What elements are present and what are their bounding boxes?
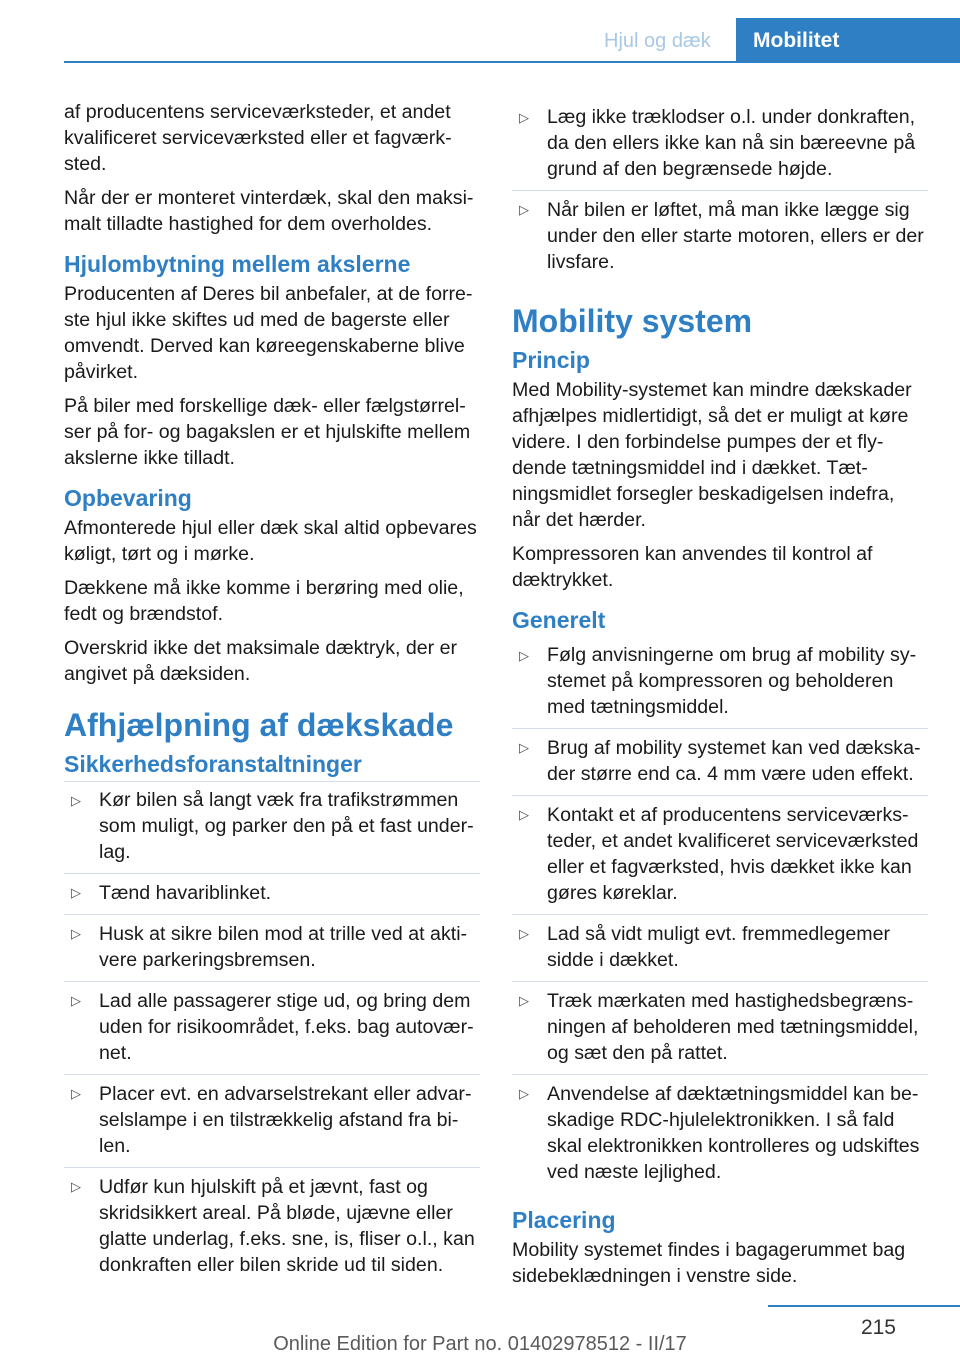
safety-list [64,781,480,1286]
list-item [512,99,928,190]
list-item-text: Tænd havariblinket. [99,882,272,904]
paragraph: Med Mobility-systemet kan mindre dækskader afhjælpes midlertidigt, så det er muligt at køre videre. I den forbindelse pumpes der et flydende tætningsmiddel ind i dækket. Tætningsmidlet forsegler beskadigelsen indefra, når det hærder. [512,379,912,531]
list-item-text: Når bilen er løftet, må man ikke lægge sig under den eller starte motoren, ellers er der livsfare. [547,199,924,273]
list-item-text: Kontakt et af producentens serviceværksteder, et andet kvalificeret serviceværksted eller et fagværksted, hvis dækket ikke kan gøres køreklar. [547,804,919,904]
triangle-bullet-icon: ▷ [519,1086,529,1101]
list-item [64,1074,480,1167]
intro-paragraph: af producentens serviceværksteder, et andet kvalificeret serviceværksted eller et fagværksted. [64,101,452,175]
triangle-bullet-icon: ▷ [519,202,529,217]
list-item-text: Husk at sikre bilen mod at trille ved at aktivere parkeringsbremsen. [99,923,468,971]
list-item [64,914,480,981]
triangle-bullet-icon: ▷ [71,993,81,1008]
heading-opbevaring: Opbevaring [64,485,192,511]
jack-safety-list [512,99,928,283]
general-list [512,637,928,1193]
triangle-bullet-icon: ▷ [71,885,81,900]
triangle-bullet-icon: ▷ [519,740,529,755]
list-item-text: Anvendelse af dæktætningsmiddel kan beskadige RDC-hjulelektronikken. I så fald skal elektronikken kontrolleres og udskiftes ved næste lejlighed. [547,1083,920,1183]
title-afhjaelpning: Afhjælpning af dækskade [64,707,454,743]
page-number: 215 [860,1316,896,1339]
list-item [64,873,480,914]
triangle-bullet-icon: ▷ [71,926,81,941]
triangle-bullet-icon: ▷ [71,793,81,808]
paragraph: Dækkene må ikke komme i berøring med olie, fedt og brændstof. [64,577,464,625]
list-item-text: Læg ikke træklodser o.l. under donkraften, da den ellers ikke kan nå sin bæreevne på grund af den begrænsede højde. [547,106,916,180]
list-item [512,728,928,795]
heading-generelt: Generelt [512,607,606,633]
triangle-bullet-icon: ▷ [519,807,529,822]
heading-hjulombytning: Hjulombytning mellem akslerne [64,251,411,277]
paragraph: Producenten af Deres bil anbefaler, at de forreste hjul ikke skiftes ud med de bagerste eller omvendt. Derved kan køreegenskaberne blive påvirket. [64,283,473,383]
list-item [512,914,928,981]
footer-rule [768,1305,960,1307]
paragraph: På biler med forskellige dæk- eller fælgstørrelser på for- og bagakslen er et hjulskifte mellem akslerne ikke tilladt. [64,395,471,469]
list-item [512,795,928,914]
triangle-bullet-icon: ▷ [71,1179,81,1194]
list-item-text: Kør bilen så langt væk fra trafikstrømmen som muligt, og parker den på et fast underlag. [99,789,474,863]
paragraph: Kompressoren kan anvendes til kontrol af dæktrykket. [512,543,873,591]
list-item-text: Udfør kun hjulskift på et jævnt, fast og skridsikkert areal. På bløde, ujævne eller glatte underlag, f.eks. sne, is, fliser o.l., kan donkraften eller bilen skride ud til siden. [99,1176,475,1276]
list-item [512,190,928,283]
list-item-text: Brug af mobility systemet kan ved dækskader større end ca. 4 mm være uden effekt. [547,737,921,785]
list-item [512,1074,928,1193]
triangle-bullet-icon: ▷ [519,648,529,663]
list-item-text: Lad så vidt muligt evt. fremmedlegemer sidde i dækket. [547,923,891,971]
paragraph: Afmonterede hjul eller dæk skal altid opbevares køligt, tørt og i mørke. [64,517,477,565]
list-item [64,981,480,1074]
page-header [0,0,960,62]
list-item [64,1167,480,1286]
paragraph: Mobility systemet findes i bagagerummet bag sidebeklædningen i venstre side. [512,1239,906,1287]
section-tab: Hjul og dæk [604,30,711,52]
triangle-bullet-icon: ▷ [519,993,529,1008]
heading-placering: Placering [512,1207,616,1233]
paragraph: Overskrid ikke det maksimale dæktryk, der er angivet på dæksiden. [64,637,458,685]
edition-footer: Online Edition for Part no. 01402978512 - II/17 [273,1333,687,1355]
list-item-text: Lad alle passagerer stige ud, og bring dem uden for risikoområdet, f.eks. bag autoværnet. [99,990,474,1064]
heading-sikkerhedsforanstaltninger: Sikkerhedsforanstaltninger [64,751,362,777]
list-item [512,981,928,1074]
right-column [512,99,928,1297]
header-rule [64,61,960,63]
list-item [512,637,928,728]
heading-princip: Princip [512,347,590,373]
triangle-bullet-icon: ▷ [519,110,529,125]
list-item-text: Placer evt. en advarselstrekant eller advarselslampe i en tilstrækkelig afstand fra bilen. [99,1083,472,1157]
list-item-text: Følg anvisningerne om brug af mobility systemet på kompressoren og beholderen med tætningsmiddel. [547,644,917,718]
list-item-text: Træk mærkaten med hastighedsbegrænsningen af beholderen med tætningsmiddel, og sæt den på rattet. [547,990,919,1064]
triangle-bullet-icon: ▷ [519,926,529,941]
triangle-bullet-icon: ▷ [71,1086,81,1101]
chapter-tab: Mobilitet [736,18,960,62]
list-item [64,781,480,873]
intro-paragraph: Når der er monteret vinterdæk, skal den maksimalt tilladte hastighed for dem overholdes. [64,187,474,235]
left-column [64,99,480,1286]
title-mobility-system: Mobility system [512,303,753,339]
